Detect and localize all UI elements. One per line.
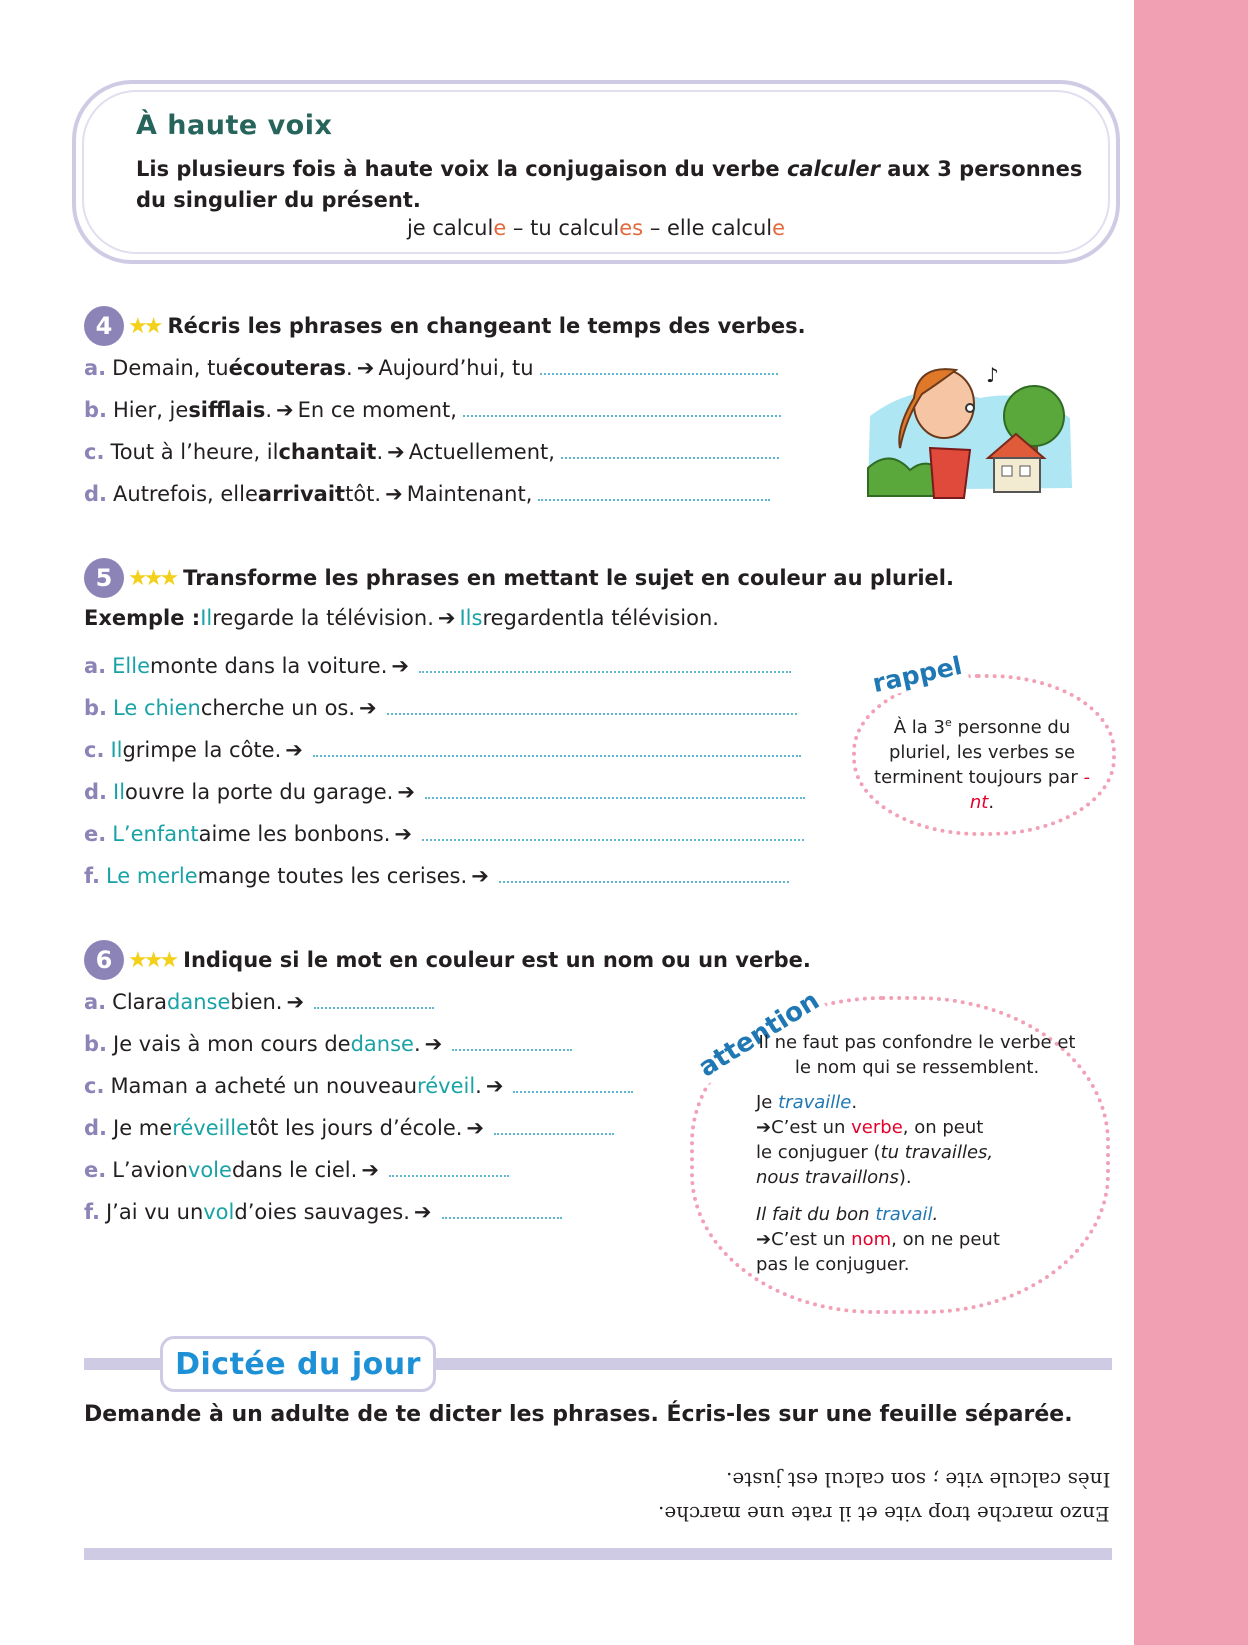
ex5-item: d. Il ouvre la porte du garage. ➔ <box>84 780 805 804</box>
dictee-tag: Dictée du jour <box>160 1336 436 1392</box>
ex4-item: d. Autrefois, elle arrivait tôt. ➔ Maintenant, <box>84 482 770 506</box>
arrow-icon: ➔ <box>385 482 403 506</box>
arrow-icon: ➔ <box>356 356 375 380</box>
exercise-4-header <box>84 306 806 346</box>
ex4-item: b. Hier, je sifflais . ➔ En ce moment, <box>84 398 781 422</box>
answer-line[interactable] <box>463 403 781 417</box>
rappel-text: À la 3e personne du pluriel, les verbes se terminent toujours par -nt. <box>874 716 1090 813</box>
arrow-icon: ➔ <box>424 1032 443 1056</box>
answer-line[interactable] <box>561 445 779 459</box>
answer-line[interactable] <box>425 785 805 799</box>
exercise-title: Récris les phrases en changeant le temps des verbes. <box>167 314 806 338</box>
answer-line[interactable] <box>389 1163 509 1177</box>
arrow-icon: ➔ <box>413 1200 432 1224</box>
arrow-icon: ➔ <box>437 606 456 630</box>
haute-voix-title: À haute voix <box>136 110 333 141</box>
arrow-icon: ➔ <box>286 990 305 1014</box>
ex5-item: c. Il grimpe la côte. ➔ <box>84 738 801 762</box>
difficulty-stars: ★★★ <box>128 947 176 973</box>
ex6-item: f. J’ai vu un vol d’oies sauvages. ➔ <box>84 1200 562 1224</box>
side-color-band <box>1134 0 1248 1645</box>
ex4-item: a. Demain, tu écouteras . ➔ Aujourd’hui, tu <box>84 356 778 380</box>
whistling-girl-illustration <box>860 358 1082 500</box>
ex4-item: c. Tout à l’heure, il chantait . ➔ Actuellement, <box>84 440 779 464</box>
arrow-icon: ➔ <box>359 696 377 720</box>
answer-line[interactable] <box>442 1205 562 1219</box>
dictee-bottom-bar <box>84 1548 1112 1560</box>
arrow-icon: ➔ <box>756 1229 772 1250</box>
exercise-title: Transforme les phrases en mettant le sujet en couleur au pluriel. <box>183 566 954 590</box>
arrow-icon: ➔ <box>466 1116 485 1140</box>
haute-voix-instruction: Lis plusieurs fois à haute voix la conjugaison du verbe calculer aux 3 personnes du singulier du présent. <box>136 157 1083 212</box>
conjugation-line: je calcule – tu calcules – elle calcule <box>406 216 786 240</box>
dictee-instruction: Demande à un adulte de te dicter les phrases. Écris-les sur une feuille séparée. <box>84 1402 1073 1427</box>
ex5-item: f. Le merle mange toutes les cerises. ➔ <box>84 864 789 888</box>
dictee-sentence-upside-down: Inès calcule vite ; son calcul est juste. <box>725 1468 1110 1492</box>
difficulty-stars: ★★★ <box>128 565 176 591</box>
ex6-item: a. Clara danse bien. ➔ <box>84 990 434 1014</box>
answer-line[interactable] <box>422 827 804 841</box>
arrow-icon: ➔ <box>756 1117 772 1138</box>
difficulty-stars: ★★ <box>128 313 160 339</box>
arrow-icon: ➔ <box>397 780 415 804</box>
arrow-icon: ➔ <box>394 822 412 846</box>
ex5-item: e. L’enfant aime les bonbons. ➔ <box>84 822 804 846</box>
exercise-5-header <box>84 558 954 598</box>
arrow-icon: ➔ <box>276 398 294 422</box>
exercise-number: 4 <box>84 306 124 346</box>
answer-line[interactable] <box>387 701 797 715</box>
rappel-title: rappel <box>866 650 968 699</box>
ex6-item: c. Maman a acheté un nouveau réveil . ➔ <box>84 1074 633 1098</box>
answer-line[interactable] <box>452 1037 572 1051</box>
answer-line[interactable] <box>494 1121 614 1135</box>
ex6-item: b. Je vais à mon cours de danse . ➔ <box>84 1032 572 1056</box>
arrow-icon: ➔ <box>485 1074 504 1098</box>
attention-example-verb: Je travaille. ➔C’est un verbe, on peut le conjuguer (tu travailles, nous travaillons). <box>756 1092 994 1188</box>
answer-line[interactable] <box>313 743 801 757</box>
attention-example-noun: Il fait du bon travail. ➔C’est un nom, on ne peut pas le conjuguer. <box>756 1204 1000 1275</box>
ex5-item: a. Elle monte dans la voiture. ➔ <box>84 654 791 678</box>
arrow-icon: ➔ <box>387 440 405 464</box>
answer-line[interactable] <box>540 361 778 375</box>
exercise-title: Indique si le mot en couleur est un nom ou un verbe. <box>183 948 811 972</box>
exercise-number: 6 <box>84 940 124 980</box>
ex6-item: d. Je me réveille tôt les jours d’école. ➔ <box>84 1116 614 1140</box>
answer-line[interactable] <box>314 995 434 1009</box>
ex6-item: e. L’avion vole dans le ciel. ➔ <box>84 1158 509 1182</box>
haute-voix-box <box>72 80 1120 264</box>
answer-line[interactable] <box>499 869 789 883</box>
arrow-icon: ➔ <box>391 654 409 678</box>
arrow-icon: ➔ <box>471 864 489 888</box>
arrow-icon: ➔ <box>285 738 303 762</box>
answer-line[interactable] <box>419 659 791 673</box>
attention-title: attention <box>690 984 828 1086</box>
attention-intro: Il ne faut pas confondre le verbe et le nom qui se ressemblent. <box>758 1032 1076 1078</box>
ex5-item: b. Le chien cherche un os. ➔ <box>84 696 797 720</box>
ex5-example: Exemple : Il regarde la télévision. ➔ Ils regardent la télévision. <box>84 606 719 630</box>
answer-line[interactable] <box>513 1079 633 1093</box>
answer-line[interactable] <box>538 487 770 501</box>
exercise-number: 5 <box>84 558 124 598</box>
exercise-6-header <box>84 940 811 980</box>
svg-text:♪: ♪ <box>986 363 999 387</box>
dictee-sentence-upside-down: Enzo marche trop vite et il rate une marche. <box>658 1502 1110 1526</box>
arrow-icon: ➔ <box>361 1158 379 1182</box>
